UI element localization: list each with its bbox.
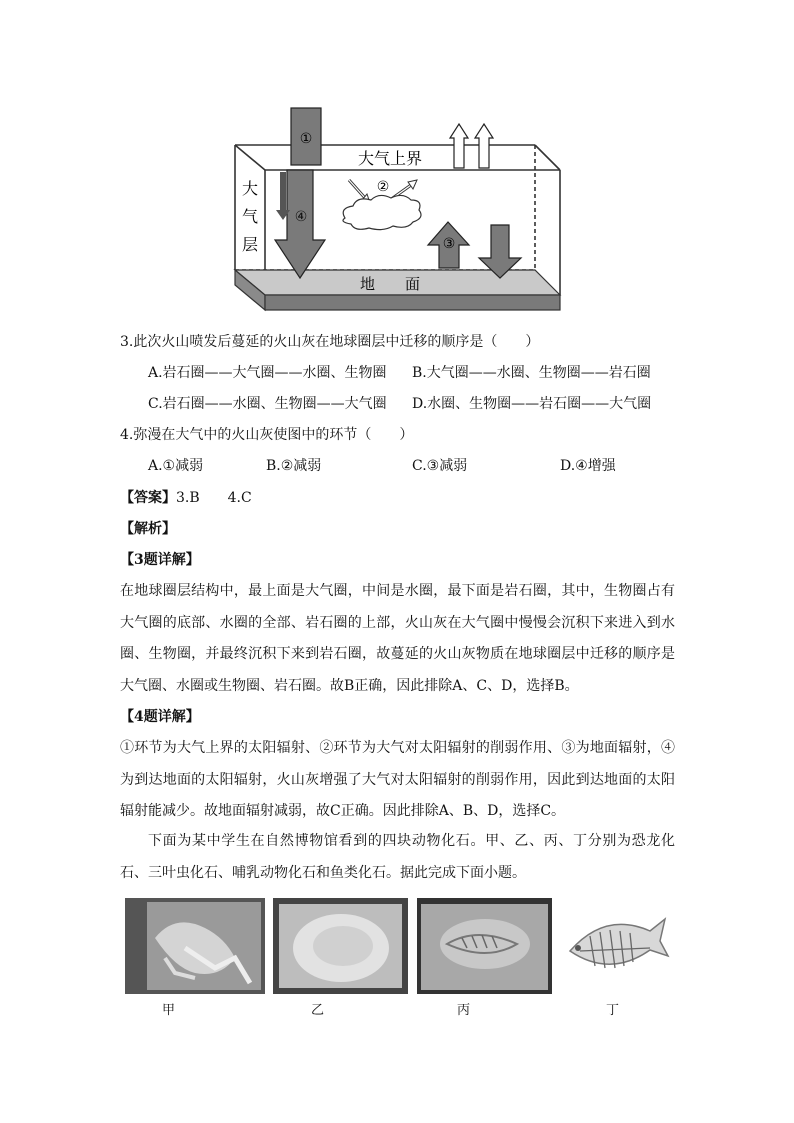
marker-2: ② [376,179,390,195]
answer-line [120,488,252,508]
fossil-caption-bing: 丙 [457,1003,471,1018]
marker-3: ③ [442,236,456,252]
fossil-image-yi [273,898,408,994]
side-label-2: 气 [241,207,259,226]
q3-option-b: B.大气圈——水圈、生物圈——岩石圈 [412,365,651,381]
q4-option-c: C.③减弱 [412,458,468,474]
side-label-1: 大 [241,179,259,198]
side-label-3: 层 [241,235,259,254]
fossil-caption-ding: 丁 [606,1003,620,1018]
q4-option-d: D.④增强 [560,458,616,474]
answer-text: 3.B 4.C [176,490,252,506]
q3-detail-text: 在地球圈层结构中，最上面是大气圈，中间是水圈，最下面是岩石圈，其中，生物圈占有大气圈的底部、水圈的全部、岩石圈的上部，火山灰在大气圈中慢慢会沉积下来进入到水圈、生物圈，并最终沉积下来到岩石圈，故蔓延的火山灰物质在地球圈层中迁移的顺序是大气圈、水圈或生物圈、岩石圈。故B正确，因此排除A、C、D，选择B。 [120,583,675,694]
atmosphere-diagram [225,100,570,315]
marker-1: ① [299,131,313,147]
top-label: 大气上界 [357,149,423,168]
fossil-image-jia [125,898,265,994]
fossil-caption-jia: 甲 [162,1003,176,1018]
fossil-caption-yi: 乙 [311,1003,325,1018]
fossil-image-ding [560,906,670,988]
answer-label: 【答案】 [120,490,176,506]
q3-detail-label: 【3题详解】 [120,552,200,568]
q4-stem: 4.弥漫在大气中的火山灰使图中的环节（ ） [120,427,414,443]
ground-label: 地 面 [359,275,421,293]
q3-option-a: A.岩石圈——大气圈——水圈、生物圈 [148,365,387,381]
q4-option-a: A.①减弱 [148,458,204,474]
q3-stem: 3.此次火山喷发后蔓延的火山灰在地球圈层中迁移的顺序是（ ） [120,334,540,350]
analysis-label: 【解析】 [120,521,176,537]
marker-4: ④ [294,209,308,225]
q3-option-d: D.水圈、生物圈——岩石圈——大气圈 [412,396,652,412]
q4-detail-text: ①环节为大气上界的太阳辐射、②环节为大气对太阳辐射的削弱作用、③为地面辐射，④为到达地面的太阳辐射，火山灰增强了大气对太阳辐射的削弱作用，因此到达地面的太阳辐射能减少。故地面辐射减弱，故C正确。因此排除A、B、D，选择C。 [120,740,675,819]
q4-option-b: B.②减弱 [266,458,322,474]
q3-option-c: C.岩石圈——水圈、生物圈——大气圈 [148,396,387,412]
q4-detail-label: 【4题详解】 [120,709,200,725]
intro-paragraph: 下面为某中学生在自然博物馆看到的四块动物化石。甲、乙、丙、丁分别为恐龙化石、三叶虫化石、哺乳动物化石和鱼类化石。据此完成下面小题。 [120,833,675,881]
fossil-image-bing [417,898,552,994]
